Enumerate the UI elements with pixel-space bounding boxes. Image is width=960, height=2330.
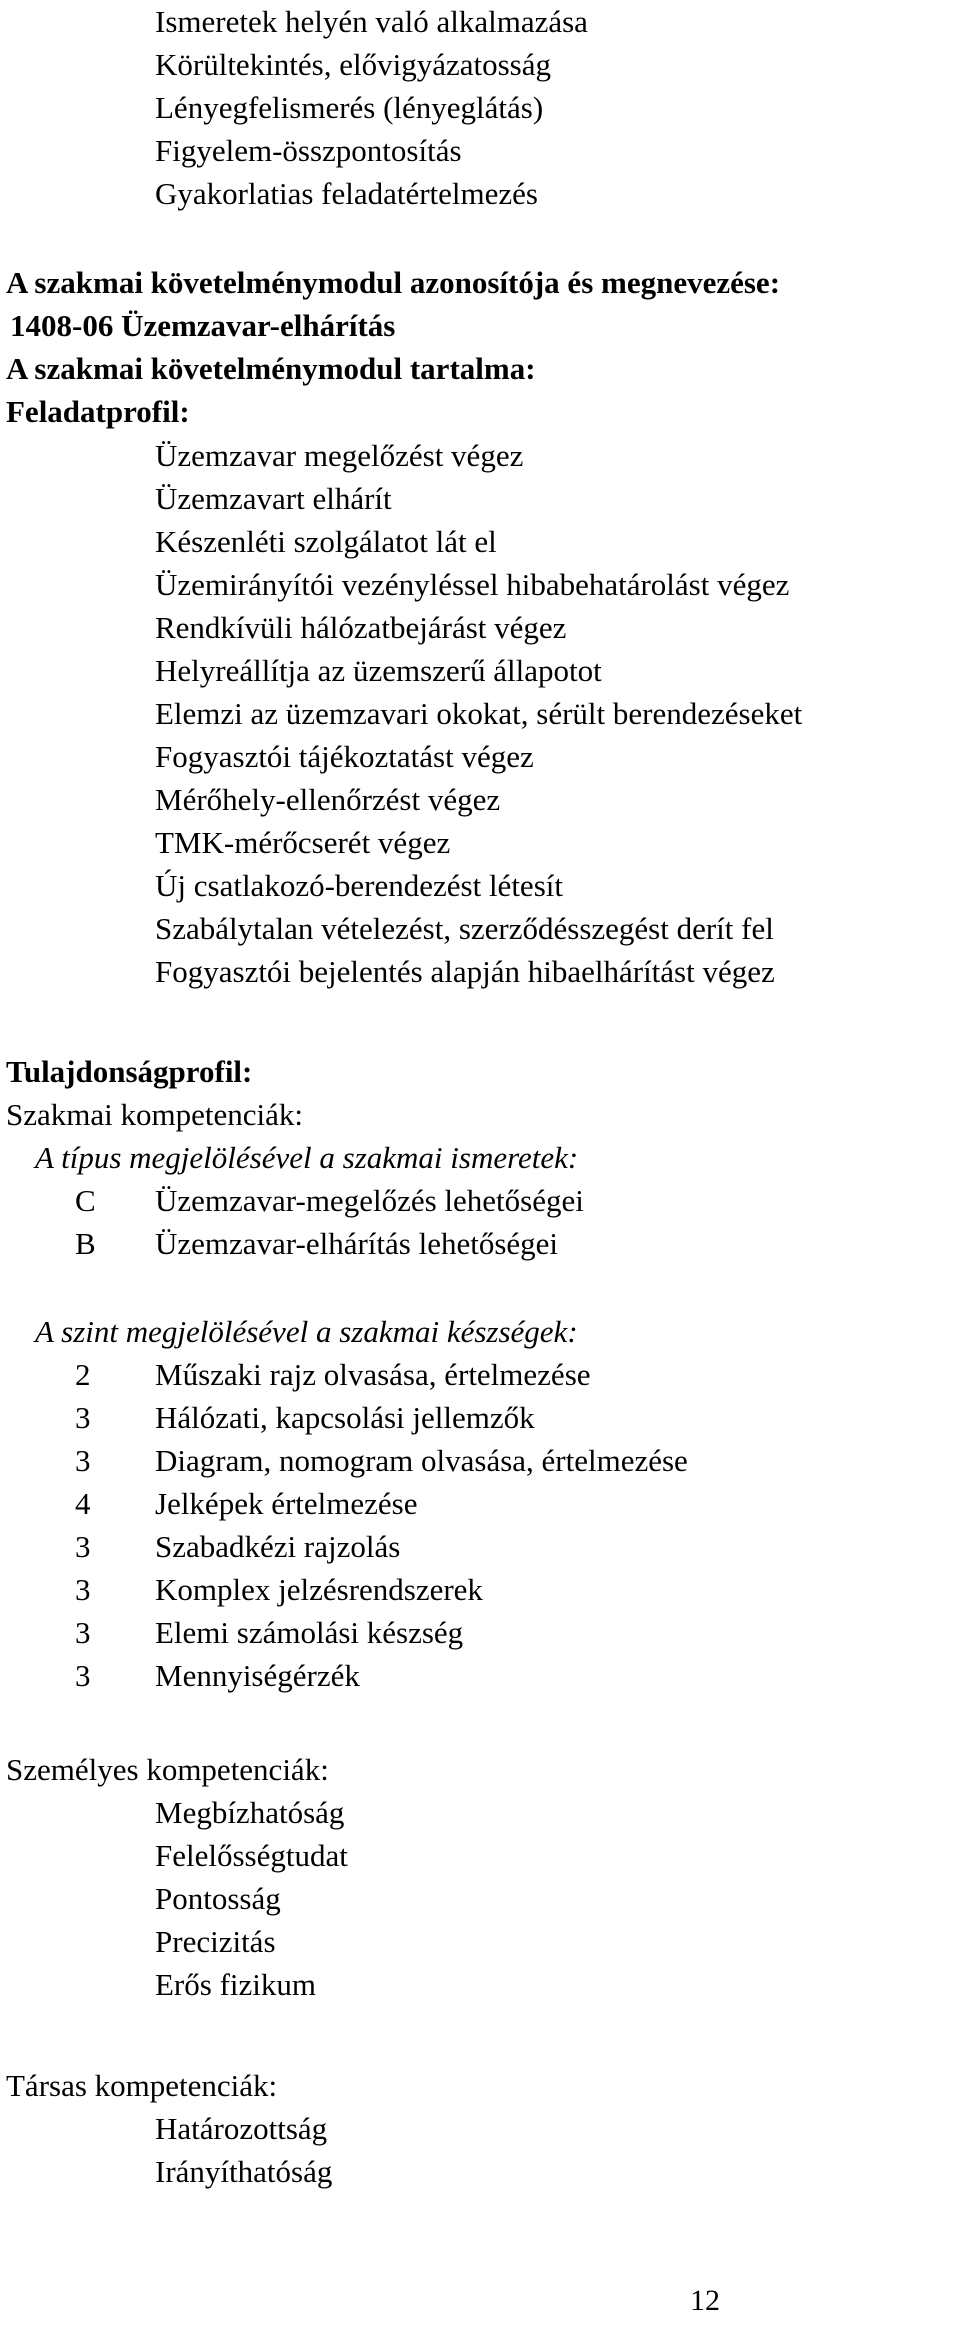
list-item: Precizitás <box>155 1924 276 1959</box>
property-profile <box>0 1050 960 1265</box>
skill-text: Mennyiségérzék <box>155 1658 360 1693</box>
list-item: Figyelem-összpontosítás <box>155 133 462 168</box>
skill-text: Komplex jelzésrendszerek <box>155 1572 483 1607</box>
list-item: Mérőhely-ellenőrzést végez <box>155 782 501 817</box>
professional-competences-heading: Szakmai kompetenciák: <box>6 1097 303 1132</box>
skill-row <box>0 1611 960 1654</box>
skill-text: Műszaki rajz olvasása, értelmezése <box>155 1357 591 1392</box>
skill-row <box>0 1396 960 1439</box>
social-competences <box>0 2064 960 2193</box>
social-competences-heading: Társas kompetenciák: <box>6 2068 278 2103</box>
skills-section <box>0 1310 960 1697</box>
skill-level-code: 4 <box>75 1486 91 1521</box>
skill-text: Elemi számolási készség <box>155 1615 464 1650</box>
list-item: Ismeretek helyén való alkalmazása <box>155 4 588 39</box>
skill-level-code: 3 <box>75 1572 91 1607</box>
skill-level-code: 3 <box>75 1615 91 1650</box>
list-item: Elemzi az üzemzavari okokat, sérült berendezéseket <box>155 696 803 731</box>
personal-competences-heading: Személyes kompetenciák: <box>6 1752 329 1787</box>
skill-text: Diagram, nomogram olvasása, értelmezése <box>155 1443 688 1478</box>
list-item: Irányíthatóság <box>155 2154 333 2189</box>
list-item: Új csatlakozó-berendezést létesít <box>155 868 563 903</box>
list-item: Körültekintés, elővigyázatosság <box>155 47 552 82</box>
page-number: 12 <box>690 2284 720 2317</box>
skill-text: Hálózati, kapcsolási jellemzők <box>155 1400 535 1435</box>
list-item: Üzemzavart elhárít <box>155 481 392 516</box>
list-item: Erős fizikum <box>155 1967 316 2002</box>
list-item: Gyakorlatias feladatértelmezés <box>155 176 538 211</box>
module-id: 1408-06 Üzemzavar-elhárítás <box>10 308 396 343</box>
skill-row <box>0 1568 960 1611</box>
list-item: Pontosság <box>155 1881 281 1916</box>
list-item: TMK-mérőcserét végez <box>155 825 451 860</box>
list-item: Szabálytalan vételezést, szerződésszegést derít fel <box>155 911 774 946</box>
skill-text: Jelképek értelmezése <box>155 1486 418 1521</box>
skill-level-code: 2 <box>75 1357 91 1392</box>
knowledge-type-code: C <box>75 1183 96 1218</box>
skill-text: Szabadkézi rajzolás <box>155 1529 401 1564</box>
skill-level-code: 3 <box>75 1529 91 1564</box>
list-item: Üzemirányítói vezényléssel hibabehatárolást végez <box>155 567 790 602</box>
personal-competences <box>0 1748 960 2006</box>
list-item: Rendkívüli hálózatbejárást végez <box>155 610 567 645</box>
skill-level-code: 3 <box>75 1400 91 1435</box>
knowledge-row <box>0 1179 960 1222</box>
module-header <box>0 261 960 433</box>
list-item: Megbízhatóság <box>155 1795 345 1830</box>
list-item: Felelősségtudat <box>155 1838 348 1873</box>
top-competence-list <box>0 0 960 215</box>
list-item: Lényegfelismerés (lényeglátás) <box>155 90 544 125</box>
knowledge-row <box>0 1222 960 1265</box>
skill-level-code: 3 <box>75 1443 91 1478</box>
module-content-heading: A szakmai követelménymodul tartalma: <box>6 351 536 386</box>
knowledge-text: Üzemzavar-megelőzés lehetőségei <box>155 1183 584 1218</box>
skill-level-code: 3 <box>75 1658 91 1693</box>
list-item: Üzemzavar megelőzést végez <box>155 438 524 473</box>
list-item: Fogyasztói bejelentés alapján hibaelhárítást végez <box>155 954 775 989</box>
knowledge-type-code: B <box>75 1226 96 1261</box>
knowledge-heading: A típus megjelölésével a szakmai ismeretek: <box>35 1140 579 1175</box>
task-profile-heading: Feladatprofil: <box>6 394 190 429</box>
skill-row <box>0 1654 960 1697</box>
list-item: Határozottság <box>155 2111 328 2146</box>
list-item: Helyreállítja az üzemszerű állapotot <box>155 653 602 688</box>
knowledge-text: Üzemzavar-elhárítás lehetőségei <box>155 1226 559 1261</box>
skill-row <box>0 1353 960 1396</box>
skill-row <box>0 1439 960 1482</box>
module-id-heading: A szakmai követelménymodul azonosítója és megnevezése: <box>6 265 781 300</box>
task-profile-list <box>0 434 960 993</box>
list-item: Fogyasztói tájékoztatást végez <box>155 739 534 774</box>
skill-row <box>0 1525 960 1568</box>
property-profile-heading: Tulajdonságprofil: <box>6 1054 253 1089</box>
skills-heading: A szint megjelölésével a szakmai készségek: <box>35 1314 578 1349</box>
skill-row <box>0 1482 960 1525</box>
list-item: Készenléti szolgálatot lát el <box>155 524 497 559</box>
